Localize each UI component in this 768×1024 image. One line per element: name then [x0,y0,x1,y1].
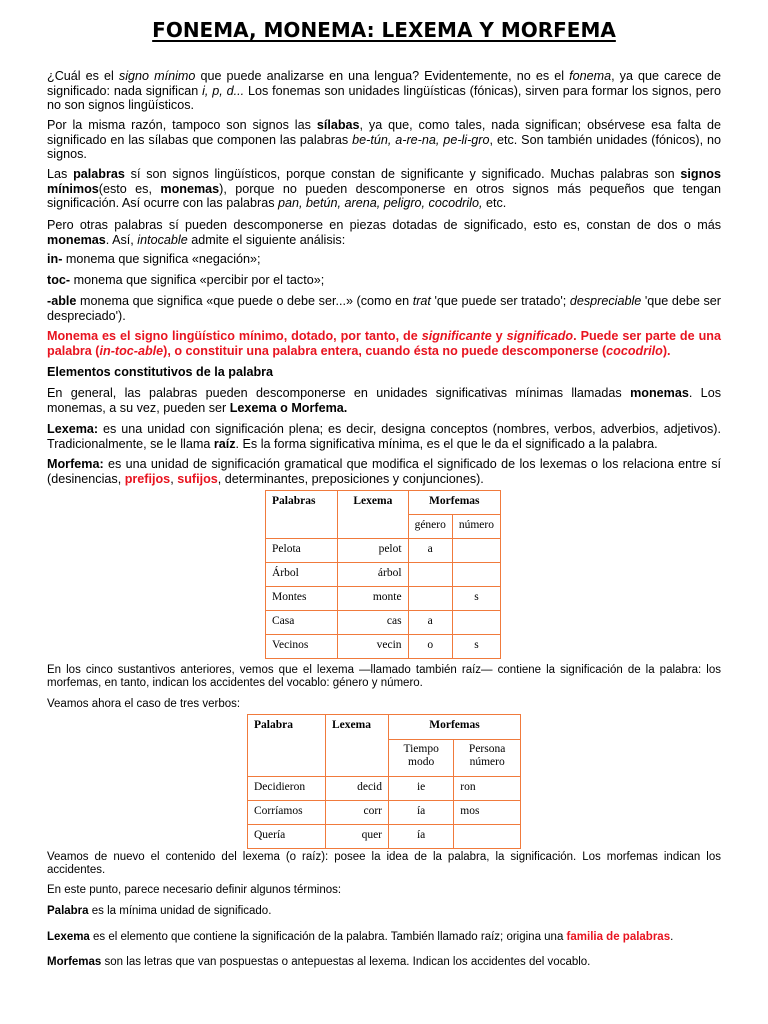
table-row [248,825,521,849]
monema-toc: toc- monema que significa «percibir por el tacto»; [47,273,325,287]
header-tiempo: Tiempo [403,743,439,755]
cell-genero [408,587,452,611]
cell-palabra: Montes [266,587,338,611]
cell-numero [452,539,500,563]
header-tiempo-modo [389,740,454,777]
cell-lexema: árbol [338,563,408,587]
cell-tiempo: ie [389,777,454,801]
header-persona: Persona [468,743,506,755]
table-row [266,635,501,659]
header-lexema: Lexema [338,491,408,539]
cell-palabra: Casa [266,611,338,635]
header-numero: número [469,756,505,768]
header-morfemas: Morfemas [389,715,521,740]
header-lexema: Lexema [326,715,389,777]
cell-persona: mos [454,801,521,825]
cell-genero [408,563,452,587]
cell-tiempo: ía [389,825,454,849]
table-row [266,611,501,635]
paragraph-palabras: Las palabras sí son signos lingüísticos, porque constan de significante y significado. Muchas palabras son signos mínimos(esto es, monemas), porque no pueden descomponerse en otros signos más pequeños que tengan significación. Así ocurre con las palabras pan, betún, arena, peligro, cocodrilo, etc. [47,167,722,210]
table-sustantivos [265,490,501,659]
paragraph-signo-minimo: ¿Cuál es el signo mínimo que puede analizarse en una lengua? Evidentemente, no es el fonema, ya que carece de significado: nada significan i, p, d... Los fonemas son unidades lingüísticas (fónicas), sirven para formar los signos, pero no son signos lingüísticos. [47,69,721,112]
paragraph-morfema: Morfema: es una unidad de significación gramatical que modifica el significado de los lexemas o los relaciona entre sí (desinencias, prefijos, sufijos, determinantes, preposiciones y conjunciones). [47,457,721,486]
cell-lexema: vecin [338,635,408,659]
paragraph-lexema: Lexema: es una unidad con significación plena; es decir, designa conceptos (nombres, verbos, adverbios, adjetivos). Tradicionalmente, se le llama raíz. Es la forma significativa mínima, es el que le da el significado a la palabra. [47,422,721,451]
cell-palabra: Pelota [266,539,338,563]
paragraph-sustantivos: En los cinco sustantivos anteriores, vemos que el lexema —llamado también raíz— contiene la significación de la palabra: los morfemas, en tanto, indican los accidentes del vocablo: género y número. [47,664,721,689]
monema-in: in- monema que significa «negación»; [47,252,261,266]
paragraph-descomponerse: Pero otras palabras sí pueden descomponerse en piezas dotadas de significado, esto es, constan de dos o más monemas. Así, intocable admite el siguiente análisis: [47,218,721,247]
definition-monema: Monema es el signo lingüístico mínimo, dotado, por tanto, de significante y significado. Puede ser parte de una palabra (in-toc-able), o constituir una palabra entera, cuando ésta no puede descomponerse (cocodrilo). [47,329,721,358]
table-row [266,539,501,563]
table-row [248,777,521,801]
table-row [266,563,501,587]
cell-genero: o [408,635,452,659]
definition-lexema: Lexema es el elemento que contiene la significación de la palabra. También llamado raíz; origina una familia de palabras. [47,931,674,943]
cell-lexema: decid [326,777,389,801]
cell-palabra: Vecinos [266,635,338,659]
cell-palabra: Decidieron [248,777,326,801]
cell-numero: s [452,587,500,611]
cell-genero: a [408,611,452,635]
paragraph-terminos: En este punto, parece necesario definir algunos términos: [47,884,342,896]
header-palabras: Palabras [266,491,338,539]
table-verbos [247,714,521,849]
paragraph-general: En general, las palabras pueden descomponerse en unidades significativas mínimas llamadas monemas. Los monemas, a su vez, pueden ser Lexema o Morfema. [47,386,721,415]
monema-able: -able monema que significa «que puede o debe ser...» (como en trat 'que puede ser tratado'; despreciable 'que debe ser despreciado'). [47,294,721,323]
paragraph-contenido-lexema: Veamos de nuevo el contenido del lexema (o raíz): posee la idea de la palabra, la significación. Los morfemas indican los accidentes. [47,851,721,876]
cell-lexema: pelot [338,539,408,563]
header-persona-numero [454,740,521,777]
table-row [248,801,521,825]
page-title: FONEMA, MONEMA: LEXEMA Y MORFEMA [152,18,616,42]
header-genero: género [408,515,452,539]
cell-palabra: Árbol [266,563,338,587]
cell-palabra: Quería [248,825,326,849]
cell-palabra: Corríamos [248,801,326,825]
cell-lexema: corr [326,801,389,825]
header-modo: modo [408,756,435,768]
cell-persona: ron [454,777,521,801]
header-morfemas: Morfemas [408,491,500,515]
paragraph-silabas: Por la misma razón, tampoco son signos las sílabas, ya que, como tales, nada significan; obsérvese esa falta de significado en las sílabas que componen las palabras be-tún, a-re-na, pe-li-gro, etc. Son también unidades (fónicos), no signos. [47,118,721,161]
cell-tiempo: ía [389,801,454,825]
cell-numero: s [452,635,500,659]
definition-morfemas: Morfemas son las letras que van pospuestas o antepuestas al lexema. Indican los accidentes del vocablo. [47,956,591,968]
cell-lexema: monte [338,587,408,611]
cell-numero [452,611,500,635]
header-palabra: Palabra [248,715,326,777]
definition-palabra: Palabra es la mínima unidad de significado. [47,905,272,917]
cell-numero [452,563,500,587]
cell-genero: a [408,539,452,563]
section-heading: Elementos constitutivos de la palabra [47,365,274,379]
paragraph-verbos-intro: Veamos ahora el caso de tres verbos: [47,698,241,710]
header-numero: número [452,515,500,539]
table-row [266,587,501,611]
cell-lexema: cas [338,611,408,635]
cell-persona [454,825,521,849]
cell-lexema: quer [326,825,389,849]
